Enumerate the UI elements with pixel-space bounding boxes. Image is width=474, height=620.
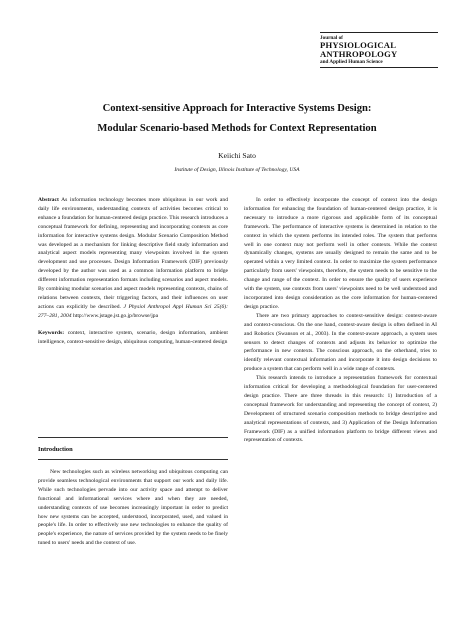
keywords-label: Keywords:	[38, 329, 65, 336]
journal-masthead	[320, 32, 438, 68]
journal-subtitle: and Applied Human Science	[320, 59, 383, 65]
abstract-body: As information technology becomes more ubiquitous in our work and daily life environments, understanding contexts of activities becomes critical to enhance a foundation for human-centered design practice. This research introduces a conceptual framework for defining, representing and incorporating contexts as core information for interactive systems design. Modular Scenario Composition Method was developed as a mechanism for linking descriptive field study information and analytical aspect models representing many viewpoints involved in the system development and use processes. Design Information Framework (DIF) previously developed by the author was used as a common information platform to bridge different information representation formats including scenarios and aspect models. By combining modular scenarios and aspect models representing contexts, chains of relations between contexts, their triggering factors, and their influences on user actions can explicitly be described.	[38, 197, 228, 310]
right-paragraph-1: In order to effectively incorporate the concept of context into the design information for enhancing the foundation of human-centered design practice, it is necessary to introduce a more rigorous and applicable form of its conceptual framework. The performance of interactive systems is determined in relation to the context in which the system performs its intended roles. The system that performs well in one context may not perform well in other contexts. While the context dynamically changes, systems are usually designed to remain the same and to be operated within a very limited context. In order to maximize the system performance particularly from users' viewpoints, therefore, the system needs to be sensitive to the change and range of the context. In order to ensure the quality of users experience with the system, use contexts from users' viewpoints need to be well understood and incorporated into design consideration as the core information for human-centered design practice.	[244, 197, 437, 310]
abstract-paragraph	[38, 196, 228, 321]
abstract-url[interactable]: http://www.jstage.jst.go.jp/browse/jpa	[72, 312, 159, 319]
title-line-1: Context-sensitive Approach for Interactive Systems Design:	[102, 103, 372, 114]
introduction-body: New technologies such as wireless networking and ubiquitous computing can provide seamless technological environments that support our work and daily life. While such technologies pervade into our activity space and attempt to deliver functional and informational services where and when they are needed, understanding contexts of use becomes increasingly important in order to predict how new systems can be accepted, understood, incorporated, used, and valued in people's life. In order to effectively use new technologies to enhance the quality of people's experience, the nature of services provided by the system needs to be finely tuned to users' needs and the context of use.	[38, 469, 228, 547]
abstract-label: Abstract	[38, 197, 59, 203]
author-affiliation: Institute of Design, Illinois Institute of Technology, USA	[174, 167, 300, 173]
journal-name-line1: PHYSIOLOGICAL	[320, 40, 397, 50]
author-name: Keiichi Sato	[218, 151, 256, 160]
journal-name-line2: ANTHROPOLOGY	[320, 49, 398, 59]
paper-title	[0, 99, 474, 139]
keywords-paragraph	[38, 329, 228, 347]
abstract-citation: J Physiol Anthropol Appl Human Sci 25(6): 277–281, 2004	[38, 303, 228, 319]
right-column	[244, 196, 437, 445]
title-line-2: Modular Scenario-based Methods for Context Representation	[97, 123, 377, 134]
left-column	[38, 196, 228, 347]
section-divider-bottom	[38, 459, 228, 460]
journal-label: Journal of	[320, 35, 343, 41]
keywords-body: context, interactive system, scenario, design information, ambient intelligence, context-sensitive design, ubiquitous computing, human-centered design	[38, 329, 228, 345]
right-paragraph-2: There are two primary approaches to context-sensitive design: context-aware and context-conscious. On the one hand, context-aware design is often defined in AI and Robotics (Swanson et al., 2003). In the context-aware approach, a system uses sensors to detect changes of contexts and adjusts its behavior to optimize the performance in new contexts. The conscious approach, on the otherhand, tries to identify relevant contextual information and incorporate it into design decisions to produce a system that can perform well in a wide range of contexts.	[244, 312, 437, 373]
right-paragraph-3: This research intends to introduce a representation framework for contextual information critical for developing a methodological foundation for user-centered design practice. There are three threads in this research: 1) Introduction of a conceptual framework for understanding and representing the concept of context, 2) Development of structured scenario composition methods to bridge descriptive and analytical representations of contexts, and 3) Application of the Design Information Framework (DIF) as a unified information platform to bridge different views and representation of contexts.	[244, 375, 437, 444]
section-divider-top	[38, 437, 228, 438]
introduction-heading: Introduction	[38, 446, 73, 453]
introduction-section	[38, 468, 228, 548]
